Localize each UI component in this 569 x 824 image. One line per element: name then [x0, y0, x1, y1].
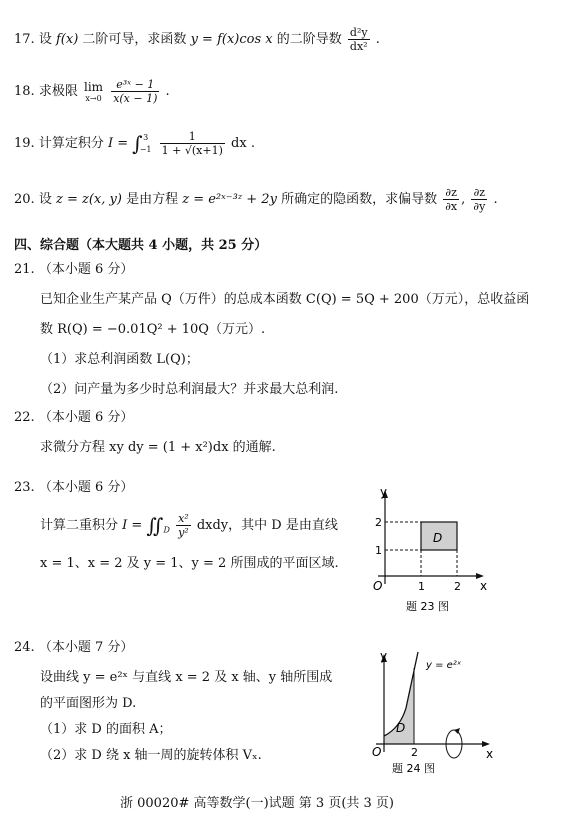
- integrand-fraction: $\frac{1}{1 + √(x+1)}$: [161, 130, 223, 157]
- question-24-part1: （1）求 D 的面积 A；: [40, 722, 172, 737]
- figure-24: [360, 648, 500, 780]
- section-heading: 四、综合题（本大题共 4 小题，共 25 分）: [14, 238, 268, 253]
- question-24-line2: 的平面图形为 D.: [40, 696, 137, 711]
- question-23-line1: 计算二重积分 $I = ∬_D$ $\frac{\text{x²}}{\text{y²}}$ dxdy，其中 D 是由直线: [40, 512, 338, 539]
- integrand-fraction: $\frac{\text{x²}}{\text{y²}}$: [178, 512, 189, 539]
- origin-label: O: [373, 579, 383, 593]
- question-number: 21.: [14, 262, 35, 277]
- integral-limits: 3 −1: [139, 132, 152, 154]
- question-20: 20. 设 z = z(x, y) 是由方程 z = e²ˣ⁻³ᶻ + 2y 所确定的隐函数，求偏导数 $\frac{\partial z}{\partial x}$ , $\frac{\partial z}{\partial y}$ .: [14, 186, 498, 213]
- figure-caption: 题 24 图: [392, 762, 435, 775]
- tick-x2: 2: [411, 746, 418, 759]
- question-number: 18.: [14, 84, 35, 99]
- question-number: 17.: [14, 32, 35, 47]
- figure-caption: 题 23 图: [406, 600, 449, 613]
- tick-x1: 1: [418, 580, 425, 593]
- second-derivative-fraction: $\frac{\text{d²y}}{\text{dx²}}$: [349, 26, 368, 53]
- question-21-header: 21. （本小题 6 分）: [14, 262, 134, 277]
- question-number: 22.: [14, 410, 35, 425]
- question-21-line2: 数 R(Q) = −0.01Q² + 10Q（万元）.: [40, 322, 266, 337]
- question-number: 23.: [14, 480, 35, 495]
- integral-sign: ∫: [132, 131, 143, 156]
- limit-operator: lim x→0: [83, 79, 104, 103]
- tick-x2: 2: [454, 580, 461, 593]
- question-22-line1: 求微分方程 xy dy = (1 + x²)dx 的通解.: [40, 440, 276, 455]
- question-17: 17. 设 f(x) 二阶可导，求函数 y = f(x)cos x 的二阶导数 $\frac{\text{d²y}}{\text{dx²}}$ .: [14, 26, 380, 53]
- region-label: D: [396, 721, 406, 735]
- double-integral-sign: ∬: [146, 513, 164, 538]
- question-18: 18. 求极限 lim x→0 $\frac{\text{e³ˣ − 1}}{x(x - 1)}$ .: [14, 78, 170, 105]
- partial-y-fraction: $\frac{\partial z}{\partial y}$: [473, 186, 486, 213]
- question-19: 19. 计算定积分 I = ∫ 3 −1 $\frac{1}{1 + √(x+1)}$ dx .: [14, 130, 255, 157]
- question-number: 20.: [14, 192, 35, 207]
- figure-23: [360, 484, 490, 616]
- region-label: D: [433, 531, 443, 545]
- question-24-part2: （2）求 D 绕 x 轴一周的旋转体积 Vₓ.: [40, 748, 262, 763]
- y-axis-label: y: [380, 649, 388, 663]
- tick-y1: 1: [375, 544, 382, 557]
- question-21-part2: （2）问产量为多少时总利润最大？并求最大总利润.: [40, 382, 339, 397]
- y-axis-label: y: [380, 485, 388, 499]
- origin-label: O: [372, 745, 382, 759]
- question-23-line2: x = 1、x = 2 及 y = 1、y = 2 所围成的平面区域.: [40, 556, 339, 571]
- tick-y2: 2: [375, 516, 382, 529]
- page-footer: 浙 00020# 高等数学(一)试题 第 3 页(共 3 页): [120, 796, 395, 811]
- x-axis-label: x: [480, 579, 488, 593]
- x-axis-label: x: [486, 747, 494, 761]
- question-21-part1: （1）求总利润函数 L(Q)；: [40, 352, 199, 367]
- question-23-header: 23. （本小题 6 分）: [14, 480, 134, 495]
- curve-label: y = e²ˣ: [426, 660, 462, 671]
- question-24-line1: 设曲线 y = e²ˣ 与直线 x = 2 及 x 轴、y 轴所围成: [40, 670, 333, 685]
- question-number: 24.: [14, 640, 35, 655]
- question-22-header: 22. （本小题 6 分）: [14, 410, 134, 425]
- question-24-header: 24. （本小题 7 分）: [14, 640, 134, 655]
- question-21-line1: 已知企业生产某产品 Q（万件）的总成本函数 C(Q) = 5Q + 200（万元），总收益函: [40, 292, 530, 307]
- question-number: 19.: [14, 136, 35, 151]
- partial-x-fraction: $\frac{\partial z}{\partial x}$: [445, 186, 458, 213]
- limit-fraction: $\frac{\text{e³ˣ − 1}}{x(x - 1)}$: [113, 78, 158, 105]
